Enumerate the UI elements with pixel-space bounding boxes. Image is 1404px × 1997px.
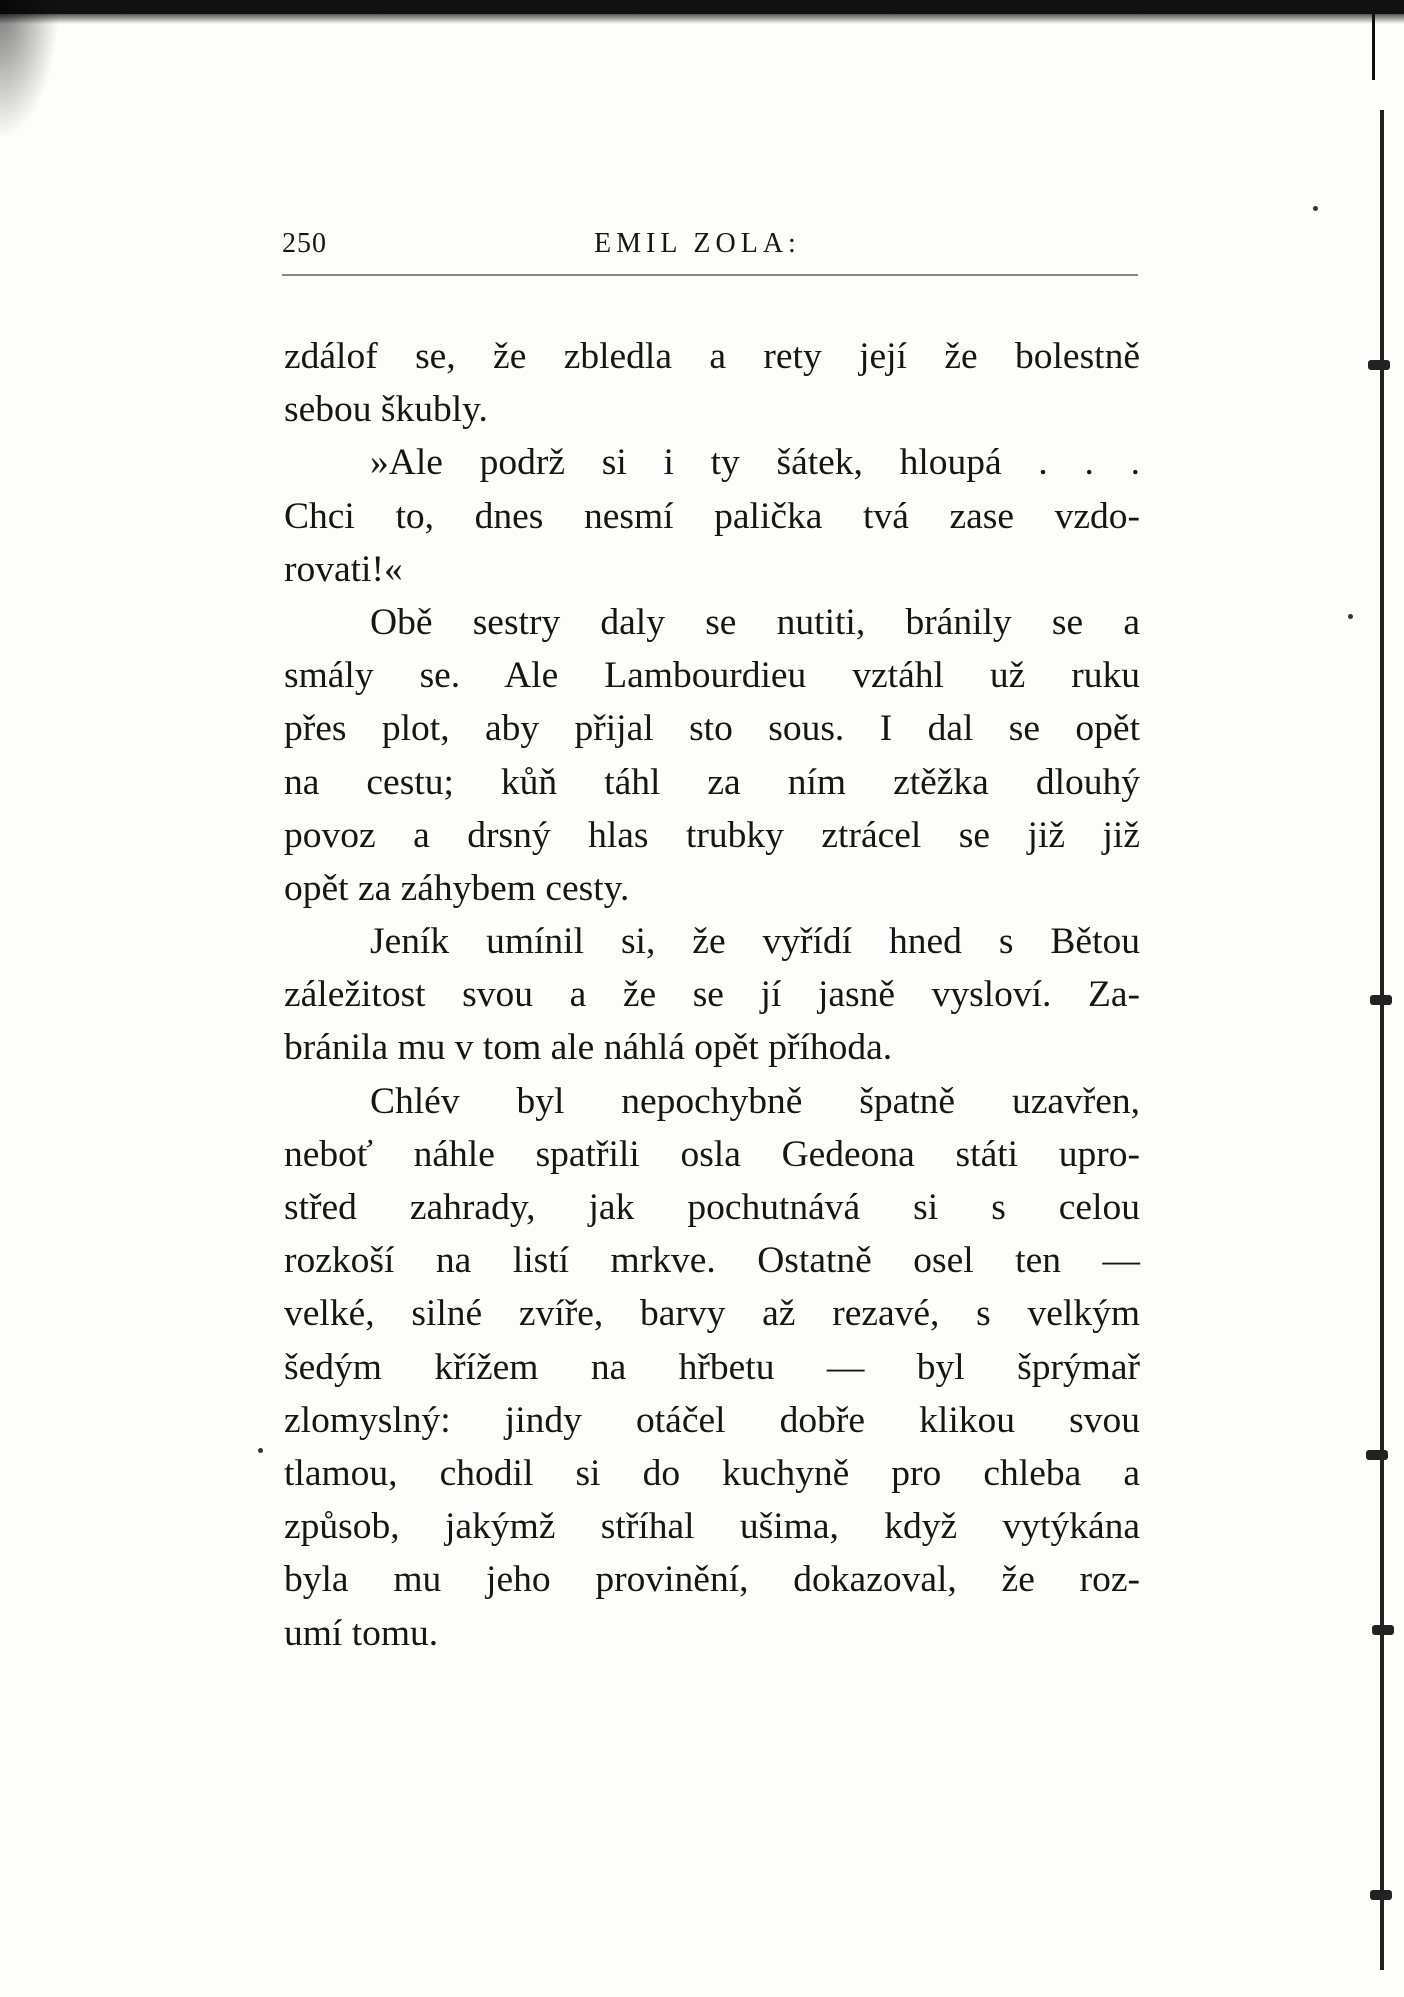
text-line: opět za záhybem cesty. — [284, 867, 630, 909]
text-line: bránila mu v tom ale náhlá opět příhoda. — [284, 1027, 893, 1069]
text-line: Chci to, dnes nesmí palička tvá zase vzdo- — [284, 495, 1140, 537]
scan-border-shadow — [0, 14, 1404, 24]
page-number: 250 — [282, 228, 327, 259]
text-line: sebou škubly. — [284, 389, 488, 431]
text-line: »Ale podrž si i ty šátek, hloupá . . . — [370, 442, 1140, 484]
text-line: Chlév byl nepochybně špatně uzavřen, — [370, 1080, 1140, 1122]
scan-speck — [1313, 206, 1318, 211]
scan-border-top — [0, 0, 1404, 14]
running-head — [282, 228, 1142, 268]
text-line: rovati!« — [284, 548, 403, 590]
body-text — [284, 330, 1140, 1660]
text-line: tlamou, chodil si do kuchyně pro chleba a — [284, 1452, 1140, 1494]
text-line: střed zahrady, jak pochutnává si s celou — [284, 1187, 1140, 1228]
running-title: EMIL ZOLA: — [594, 228, 801, 259]
binding-mark — [1368, 360, 1390, 370]
binding-edge-top — [1372, 0, 1375, 80]
text-line: záležitost svou a že se jí jasně vysloví. Za- — [284, 974, 1140, 1016]
text-line: zdálof se, že zbledla a rety její že bolestně — [284, 336, 1140, 377]
header-rule — [282, 274, 1138, 276]
text-line: zlomyslný: jindy otáčel dobře klikou svou — [284, 1399, 1140, 1441]
binding-mark — [1366, 1450, 1388, 1460]
text-line: Obě sestry daly se nutiti, bránily se a — [370, 601, 1140, 643]
text-line: Jeník umínil si, že vyřídí hned s Bětou — [370, 921, 1140, 963]
text-line: byla mu jeho provinění, dokazoval, že roz- — [284, 1559, 1140, 1601]
binding-edge — [1380, 110, 1384, 1970]
scan-corner-shadow — [0, 0, 60, 140]
binding-mark — [1370, 1890, 1392, 1900]
text-line: povoz a drsný hlas trubky ztrácel se již již — [284, 814, 1140, 856]
binding-mark — [1370, 995, 1392, 1005]
text-line: rozkoší na listí mrkve. Ostatně osel ten — — [284, 1240, 1140, 1282]
text-line: velké, silné zvíře, barvy až rezavé, s velkým — [284, 1293, 1140, 1335]
scan-speck — [1348, 614, 1353, 619]
text-line: přes plot, aby přijal sto sous. I dal se opět — [284, 708, 1140, 750]
text-line: šedým křížem na hřbetu — byl šprýmař — [284, 1346, 1140, 1388]
text-line: umí tomu. — [284, 1612, 439, 1654]
text-line: na cestu; kůň táhl za ním ztěžka dlouhý — [284, 761, 1140, 803]
scan-speck — [258, 1448, 263, 1453]
text-line: způsob, jakýmž stříhal ušima, když vytýkána — [284, 1506, 1140, 1548]
text-line: smály se. Ale Lambourdieu vztáhl už ruku — [284, 655, 1140, 697]
binding-mark — [1372, 1625, 1394, 1635]
text-line: neboť náhle spatřili osla Gedeona státi upro- — [284, 1133, 1140, 1175]
